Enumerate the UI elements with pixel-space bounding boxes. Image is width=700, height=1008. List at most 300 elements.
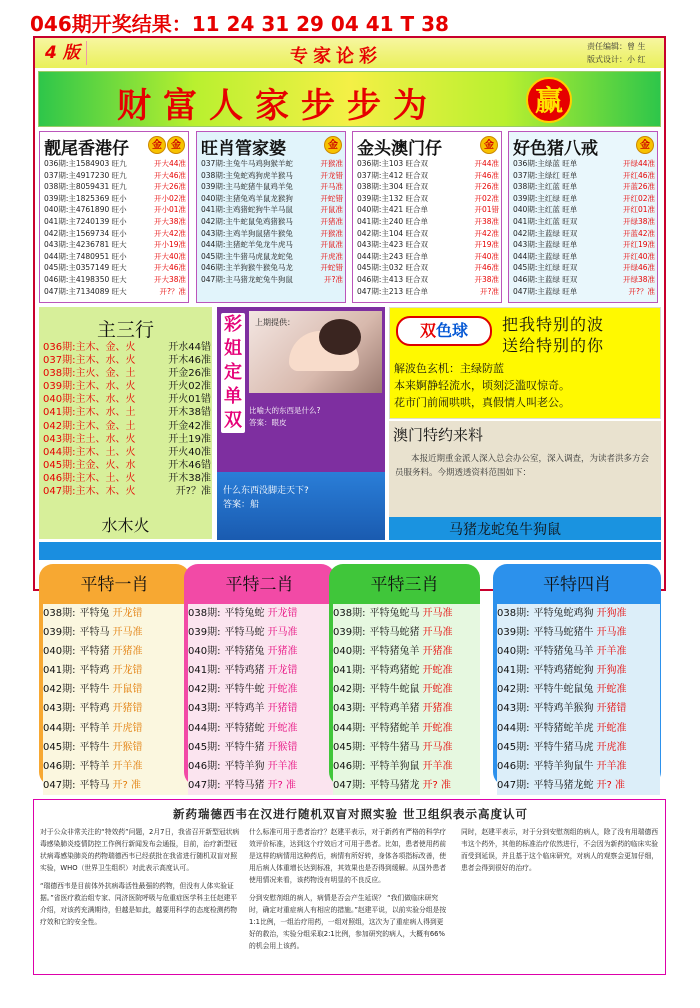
result-row [188,680,335,699]
row-prediction: 039期:主132 旺合双 [357,193,429,203]
gold-badge-icon: 金 [148,136,166,154]
card-pingte-3 [329,564,480,791]
row-result: 开马准 [422,608,453,619]
row-prediction: 平特马猪龙蛇 [533,779,594,791]
row-result: 开龙错 [267,665,298,677]
row-prediction: 平特马蛇猪 [369,627,420,639]
row-result: 开? 准 [267,779,296,791]
row-result: 开大38准 [153,216,186,226]
row-result: 开鼠准 [320,205,343,215]
row-result: 开大40准 [153,251,186,261]
row-result: 开蛇准 [596,684,627,696]
row-result: 开小19准 [153,240,186,250]
result-row [497,776,660,795]
result-row [201,239,343,251]
result-row [357,193,499,205]
result-row [44,193,186,205]
result-row [513,170,655,182]
card-title: 平特一肖 [80,575,149,595]
row-issue: 046期: [333,760,366,772]
row-result: 开蛇准 [596,722,627,734]
row-prediction: 平特兔蛇鸡狗 [533,608,594,619]
row-result: 开龙错 [267,608,298,619]
box-macau-special [389,421,661,540]
row-prediction: 平特猪蛇羊 [369,722,420,734]
row-result: 开蛇错 [320,263,343,273]
row-issue: 040期: [43,646,76,658]
row-result: 开羊准 [267,760,298,772]
row-prediction: 047期:主蓝绿 旺单 [513,286,578,296]
riddle-1 [249,405,320,429]
paragraph: 分到安慰剂组的病人，病情是否会产生延误？ “我们做临床研究时，确定对重症病人有相应的措施。”赵建平说，以前实验分组是按1:1比例，一组治疗用药，一组对照组，这次为了重症病人得到更好的救治，实验分组采取2:1比例，参加研究的病人，大概有66%的机会用上该药。 [249,894,447,950]
result-row [333,699,480,718]
result-row [188,642,335,661]
row-result: 开绿38准 [622,216,655,226]
main-banner [38,71,661,127]
row-prediction: 平特鸡猪蛇狗 [533,665,594,677]
row-prediction: 037期:主绿红 旺单 [513,170,578,180]
row-result: 开大42准 [153,228,186,238]
row-issue: 040期: [497,646,530,658]
model-photo [249,311,382,393]
row-result: 开猴错 [112,741,143,753]
page-version: 4 版 [39,41,87,65]
row-prediction: 平特马猪龙 [369,779,420,791]
row-prediction: 平特鸡羊猴狗 [533,703,594,715]
row-result: 开鼠错 [112,684,143,696]
row-prediction: 平特猪 [79,646,110,658]
row-result: 开虎准 [320,251,343,261]
row-result: 开猪准 [422,646,453,658]
result-row [188,604,335,623]
row-issue: 039期: [333,627,366,639]
card-title: 平特四肖 [543,575,611,595]
row-issue: 043期: [43,703,76,715]
row-result: 开马准 [267,627,298,639]
box-title: 澳门特约来料 [393,426,484,444]
result-row [43,354,211,367]
gold-badge-icon: 金 [324,136,342,154]
result-row [333,642,480,661]
row-result: 开红40准 [622,251,655,261]
row-result: 开红46准 [622,170,655,180]
result-row [44,262,186,274]
result-row [333,680,480,699]
row-result: 开猴错 [267,741,298,753]
row-prediction: 042期:主牛蛇鼠兔鸡猪猴马 [201,216,293,226]
poem [394,360,570,411]
row-prediction: 037期:主412 旺合双 [357,170,429,180]
row-prediction: 037期:主木、水、火 [43,355,136,367]
double-color-logo [396,316,492,346]
card-title: 平特二肖 [225,575,294,595]
result-row [44,286,186,298]
row-prediction: 平特兔蛇马 [369,608,420,619]
row-prediction: 平特鸡羊 [224,703,265,715]
result-row [513,204,655,216]
row-prediction: 平特牛猪马 [369,741,420,753]
row-prediction: 045期:主牛猪马虎鼠龙蛇兔 [201,251,293,261]
row-result: 开火40准 [168,446,211,458]
result-row [43,393,211,406]
result-row [43,341,211,354]
credits [587,40,646,66]
row-result: 开红19准 [622,240,655,250]
row-prediction: 039期:主木、水、火 [43,381,136,393]
result-row [497,623,660,642]
row-result: 开猪准 [320,216,343,226]
box-zhubajie [508,131,658,303]
row-prediction: 044期:主猪蛇羊兔龙牛虎马 [201,240,293,250]
row-issue: 046期: [188,760,221,772]
result-row [43,406,211,419]
row-result: 开狗准 [596,665,627,677]
result-row [497,642,660,661]
row-result: 开? 准 [112,779,141,791]
result-row [201,274,343,286]
result-row [44,239,186,251]
row-prediction: 平特马蛇猪牛 [533,627,594,639]
result-row [357,262,499,274]
result-row [188,699,335,718]
result-row [188,776,335,795]
row-result: 开羊准 [422,760,453,772]
result-row [44,170,186,182]
card-rows [497,604,660,795]
row-prediction: 041期:主红蓝 旺双 [513,216,578,226]
row-result: 开大26准 [153,182,186,192]
result-row [497,738,660,757]
row-result: 开龙错 [320,170,343,180]
row-issue: 046期: [43,760,76,772]
paragraph: 同时，赵建平表示，对于分到安慰剂组的病人，除了没有用瑞德西韦这个药外，其他的标准治疗依然进行，不会因为新药的临床实验而受到延误，并且基于这个临床研究，对病人的观察会更加仔细，患者会得到很好的治疗。 [461,828,659,872]
card-rows [188,604,335,795]
card-title: 平特三肖 [370,575,439,595]
row-prediction: 045期:主红绿 旺双 [513,263,578,273]
row-issue: 047期: [333,779,366,791]
row-result: 开绿38准 [622,274,655,284]
row-result: 开02准 [474,193,499,203]
row-issue: 043期: [333,703,366,715]
row-result: 开水44错 [168,342,211,353]
row-prediction: 平特猪蛇 [224,722,265,734]
row-result: 开? 准 [422,779,451,791]
row-prediction: 040期:主4761890 旺小 [44,205,127,215]
row-prediction: 平特鸡羊猪 [369,703,420,715]
paragraph: 什么标准可用于患者治疗？赵建平表示，对于新药有严格的科学疗效评价标准，达到这个疗效后才可用于患者。比如，患者使用药前是这样的病情用这种药后，病情有所好转，身体各项指标改善，使用后病人体重增长达到标准，其效果也是否得到缓解。从国外患者使用情况来看，该药物没有明显的不良反应。 [249,828,447,884]
result-row [44,158,186,170]
logo-part: 色球 [436,321,469,340]
row-result: 开狗准 [596,608,627,619]
row-result: 开猪准 [112,646,143,658]
row-prediction: 047期:主7134089 旺大 [44,286,127,296]
row-result: 开猪错 [596,703,627,715]
result-row [497,680,660,699]
row-result: 开38准 [474,216,499,226]
riddle-answer: 答案：船 [223,500,260,510]
result-row [357,239,499,251]
row-result: 开40准 [474,251,499,261]
box-footer-bar [389,517,661,540]
result-row [43,699,190,718]
row-issue: 043期: [188,703,221,715]
row-issue: 039期: [43,627,76,639]
result-row [333,604,480,623]
result-row [201,204,343,216]
row-result: 开猪错 [112,703,143,715]
result-row [44,204,186,216]
row-result: 开猴准 [320,228,343,238]
row-result: 开马准 [422,741,453,753]
result-row [201,158,343,170]
row-prediction: 043期:主4236781 旺大 [44,240,127,250]
box-caijie [217,307,385,540]
result-row [513,286,655,298]
result-row [333,661,480,680]
row-prediction: 043期:主423 旺合双 [357,240,429,250]
gold-badge-icon: 金 [636,136,654,154]
box-title: 主三行 [96,319,154,341]
result-row [513,274,655,286]
row-result: 开火01错 [168,394,211,406]
row-result: 开46准 [474,263,499,273]
row-result: 开鼠准 [320,240,343,250]
row-result: 开19准 [474,240,499,250]
editor-credit: 责任编辑：曾 生 [587,42,646,51]
row-prediction: 047期:主马猪龙蛇兔牛狗鼠 [201,274,293,284]
row-issue: 042期: [333,684,366,696]
row-result: 开蛇准 [267,684,298,696]
row-issue: 042期: [43,684,76,696]
row-prediction: 043期:主土、水、火 [43,433,136,445]
row-issue: 038期: [333,608,366,619]
row-result: 开金26准 [168,368,211,380]
row-prediction: 平特猪兔马羊 [533,646,594,658]
row-issue: 038期: [497,608,530,619]
row-result: 开小02准 [153,193,186,203]
box-macau [352,131,502,303]
row-prediction: 040期:主木、水、火 [43,394,136,406]
result-row [43,738,190,757]
row-prediction: 平特马猪 [224,779,265,791]
row-prediction: 040期:主猪兔鸡羊鼠龙猴狗 [201,193,293,203]
photo-label: 上期提供： [255,318,295,327]
row-issue: 046期: [497,760,530,772]
row-result: 开马准 [320,182,343,192]
paragraph: “瑞德西韦是目前体外抗病毒活性最强的药物，但没有人体实验证据。”省医疗救治组专家、同济医院呼吸与危重症医学科主任赵建平介绍，对该药充满期待，但越是如此，越要用科学的态度检测药物疗效和它的安全性。 [40,882,238,926]
row-prediction: 044期:主7480951 旺小 [44,251,127,261]
logo-part: 双 [419,321,436,340]
row-prediction: 045期:主0357149 旺大 [44,263,127,273]
row-prediction: 平特牛蛇 [224,684,265,696]
result-row [43,680,190,699]
result-row [513,181,655,193]
row-result: 开羊准 [112,760,143,772]
row-result: 开龙错 [112,608,143,619]
row-issue: 041期: [43,665,76,677]
designer-credit: 版式设计：小 红 [587,55,646,64]
draw-result-headline: 046期开奖结果：11 24 31 29 04 41 T 38 [30,12,449,36]
result-row [43,420,211,433]
row-prediction: 039期:主红绿 旺单 [513,193,578,203]
row-prediction: 038期:主304 旺合双 [357,182,429,192]
row-prediction: 036期:主绿蓝 旺单 [513,159,578,168]
row-issue: 041期: [188,665,221,677]
row-prediction: 平特羊 [79,760,110,772]
result-row [357,286,499,298]
result-row [188,661,335,680]
row-prediction: 平特马 [79,627,110,639]
row-result: 开羊准 [596,646,627,658]
box-wangxiao [196,131,346,303]
card-pingte-4 [493,564,661,791]
row-issue: 040期: [188,646,221,658]
result-row [201,181,343,193]
row-result: 开?？准 [175,486,211,498]
result-row [43,485,211,498]
result-row [357,228,499,240]
row-prediction: 平特兔 [79,608,110,619]
row-result: 开?准 [324,274,343,284]
row-prediction: 041期:主鸡猪蛇狗牛羊马鼠 [201,205,293,215]
row-issue: 038期: [188,608,221,619]
row-prediction: 047期:主213 旺合单 [357,286,429,296]
result-row [43,719,190,738]
row-result: 开42准 [474,228,499,238]
box-hongkong [39,131,189,303]
row-prediction: 040期:主421 旺合单 [357,205,429,215]
row-result: 开蓝26准 [622,182,655,192]
row-prediction: 平特牛猪 [224,741,265,753]
gold-badge-icon: 金 [480,136,498,154]
row-issue: 040期: [333,646,366,658]
card-pingte-1 [39,564,190,791]
row-prediction: 042期:主1569734 旺小 [44,228,127,238]
result-row [43,446,211,459]
result-row [357,216,499,228]
row-prediction: 平特牛蛇鼠兔 [533,684,594,696]
row-prediction: 046期:主蓝绿 旺双 [513,274,578,284]
riddle-2 [223,484,309,512]
row-prediction: 平特马 [79,779,110,791]
row-result: 开?？准 [628,286,655,296]
row-prediction: 043期:主鸡羊狗鼠猪牛猴兔 [201,228,293,238]
result-row [201,170,343,182]
row-prediction: 038期:主8059431 旺九 [44,182,127,192]
result-row [497,757,660,776]
row-result: 开蛇错 [320,193,343,203]
result-row [357,251,499,263]
row-issue: 044期: [333,722,366,734]
row-prediction: 044期:主蓝绿 旺单 [513,251,578,261]
row-result: 开木38错 [168,407,211,419]
result-row [333,776,480,795]
row-result: 开大46准 [153,170,186,180]
box-title: 好色猪八戒 [513,139,598,159]
result-row [513,262,655,274]
result-row [43,604,190,623]
row-issue: 044期: [188,722,221,734]
result-row [44,274,186,286]
result-row [201,193,343,205]
row-result: 开猴准 [320,159,343,168]
result-row [497,719,660,738]
vertical-title: 彩姐定单双 [221,313,245,433]
photo-hair [319,319,361,355]
row-result: 开26准 [474,182,499,192]
row-prediction: 047期:主木、木、火 [43,486,136,498]
page-header [35,38,664,68]
row-prediction: 046期:主413 旺合双 [357,274,429,284]
row-issue: 047期: [43,779,76,791]
row-issue: 047期: [188,779,221,791]
row-prediction: 043期:主蓝绿 旺单 [513,240,578,250]
row-result: 开大46准 [153,263,186,273]
row-prediction: 038期:主火、金、土 [43,368,136,380]
row-result: 开羊准 [596,760,627,772]
box-rows [357,158,499,297]
result-row [43,367,211,380]
result-row [513,228,655,240]
result-row [357,158,499,170]
row-issue: 043期: [497,703,530,715]
result-row [201,251,343,263]
result-row [497,699,660,718]
poem-line: 本来婀静轻流水，顷刻泛滥叹惊奇。 [394,379,570,392]
riddle-answer: 答案：眼皮 [249,418,287,427]
result-row [188,719,335,738]
gold-badge-icon: 金 [167,136,185,154]
section-title: 专家论彩 [290,46,382,67]
result-row [44,228,186,240]
row-prediction: 平特牛猪马虎 [533,741,594,753]
row-prediction: 平特羊 [79,722,110,734]
box-rows [43,341,211,498]
riddle-question: 什么东西没脚走天下? [223,486,309,496]
result-row [43,623,190,642]
row-issue: 039期: [188,627,221,639]
row-prediction: 042期:主104 旺合双 [357,228,429,238]
row-result: 开木38准 [168,472,211,484]
row-result: 开蛇准 [422,684,453,696]
row-prediction: 平特牛 [79,741,110,753]
result-row [357,204,499,216]
row-prediction: 平特羊狗鼠 [369,760,420,772]
result-row [188,738,335,757]
row-prediction: 036期:主103 旺合双 [357,159,429,168]
result-row [497,604,660,623]
row-prediction: 044期:主243 旺合单 [357,251,429,261]
row-prediction: 037期:主4917230 旺九 [44,170,127,180]
result-row [43,459,211,472]
row-result: 开大44准 [153,159,186,168]
row-prediction: 平特羊狗 [224,760,265,772]
row-result: 开猪准 [422,703,453,715]
row-prediction: 045期:主金、火、水 [43,459,136,471]
row-prediction: 平特马蛇 [224,627,265,639]
result-row [357,181,499,193]
box-rows [513,158,655,297]
row-issue: 045期: [188,741,221,753]
row-result: 开小01准 [153,205,186,215]
result-row [333,757,480,776]
row-result: 开蛇准 [267,722,298,734]
row-result: 开蛇准 [422,665,453,677]
article-column-3 [461,826,661,880]
result-row [44,216,186,228]
banner-title: 财富人家步步为 [117,86,439,126]
row-result: 开金42准 [168,420,211,432]
